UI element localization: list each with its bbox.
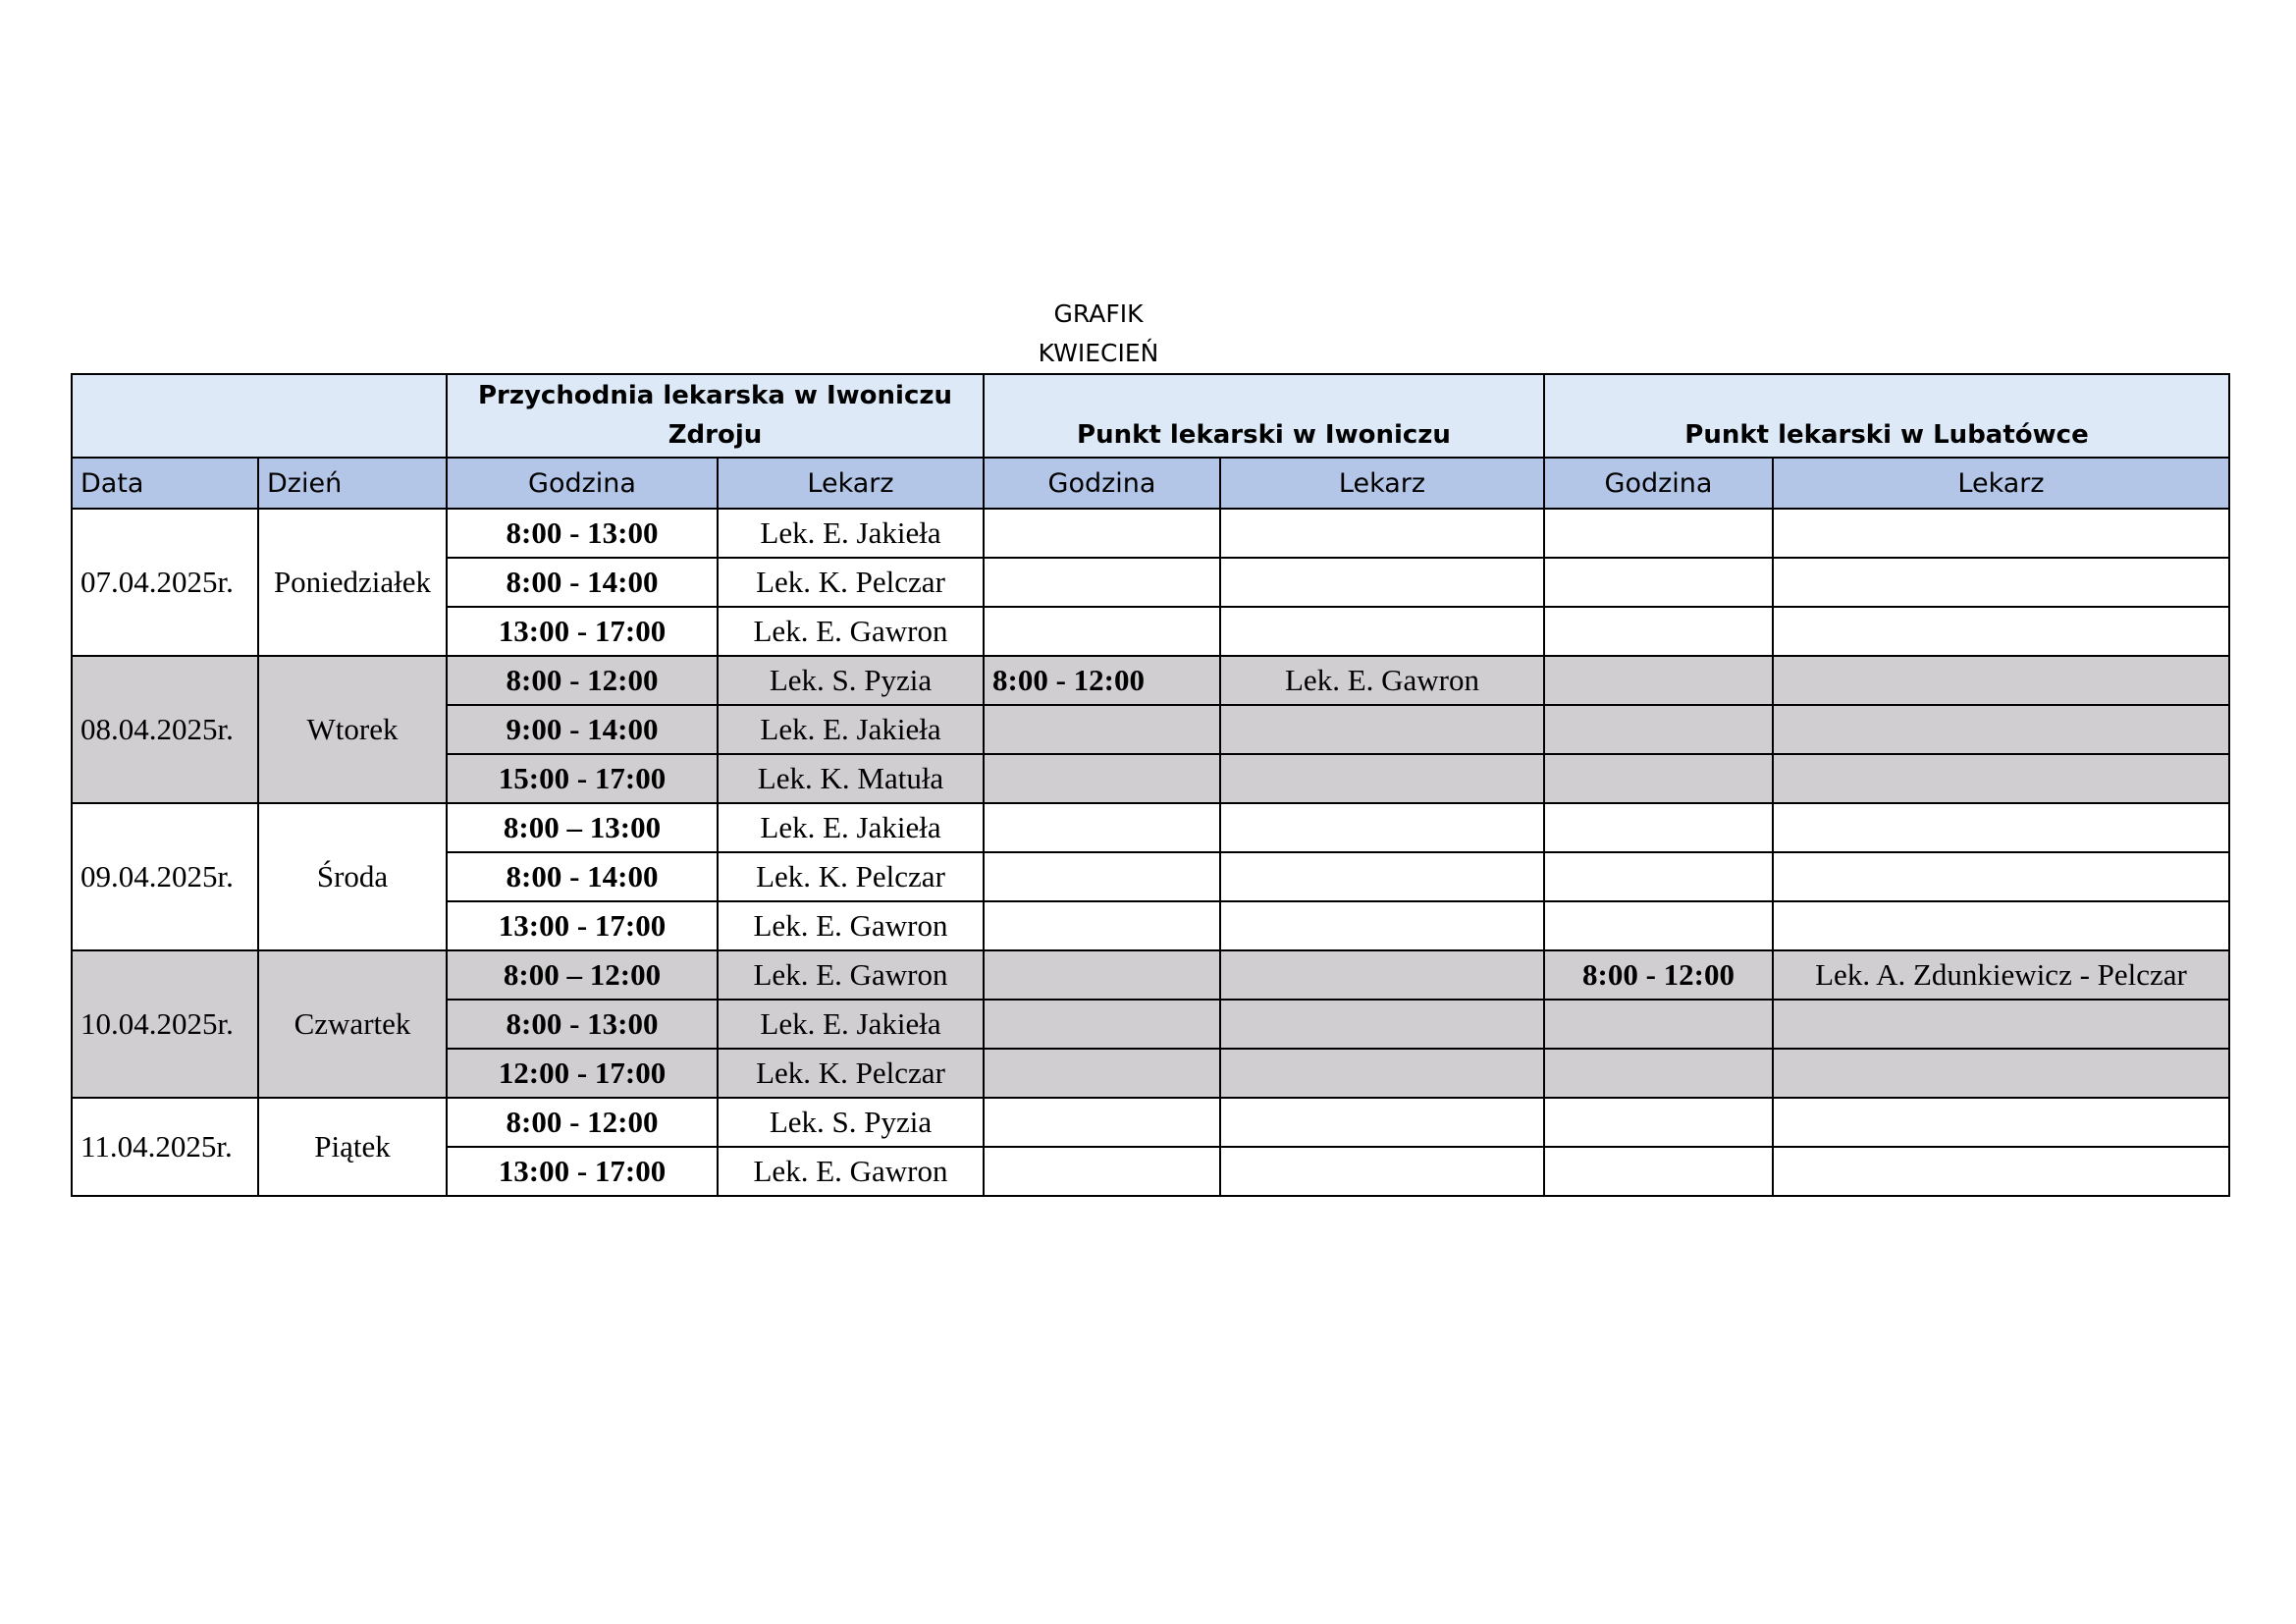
header-time-2: Godzina <box>984 458 1220 509</box>
header-doctor-3: Lekarz <box>1773 458 2229 509</box>
cell-doctor-punkt-lubatowka <box>1773 1098 2229 1147</box>
cell-doctor-punkt-lubatowka <box>1773 509 2229 558</box>
cell-time-przychodnia: 12:00 - 17:00 <box>447 1049 718 1098</box>
header-date: Data <box>72 458 258 509</box>
cell-doctor-przychodnia: Lek. E. Gawron <box>718 1147 984 1196</box>
cell-time-przychodnia: 13:00 - 17:00 <box>447 901 718 950</box>
cell-time-punkt-iwonicz <box>984 1098 1220 1147</box>
cell-doctor-punkt-lubatowka <box>1773 803 2229 852</box>
cell-time-punkt-lubatowka <box>1544 558 1773 607</box>
cell-doctor-punkt-lubatowka <box>1773 607 2229 656</box>
header-time-1: Godzina <box>447 458 718 509</box>
location-header-row <box>72 374 2229 458</box>
cell-doctor-punkt-iwonicz <box>1220 1049 1544 1098</box>
cell-doctor-przychodnia: Lek. E. Gawron <box>718 950 984 1000</box>
cell-doctor-przychodnia: Lek. S. Pyzia <box>718 656 984 705</box>
cell-doctor-punkt-iwonicz <box>1220 607 1544 656</box>
cell-doctor-punkt-iwonicz <box>1220 558 1544 607</box>
cell-time-przychodnia: 8:00 - 13:00 <box>447 509 718 558</box>
cell-doctor-przychodnia: Lek. S. Pyzia <box>718 1098 984 1147</box>
cell-time-przychodnia: 8:00 - 14:00 <box>447 558 718 607</box>
cell-time-przychodnia: 8:00 – 13:00 <box>447 803 718 852</box>
schedule-row <box>72 656 2229 705</box>
cell-time-punkt-iwonicz <box>984 509 1220 558</box>
cell-doctor-punkt-iwonicz <box>1220 1000 1544 1049</box>
cell-time-punkt-lubatowka: 8:00 - 12:00 <box>1544 950 1773 1000</box>
cell-doctor-przychodnia: Lek. E. Jakieła <box>718 803 984 852</box>
cell-day: Piątek <box>258 1098 447 1196</box>
cell-time-przychodnia: 9:00 - 14:00 <box>447 705 718 754</box>
cell-doctor-punkt-lubatowka <box>1773 1000 2229 1049</box>
cell-doctor-punkt-iwonicz: Lek. E. Gawron <box>1220 656 1544 705</box>
cell-doctor-przychodnia: Lek. E. Jakieła <box>718 705 984 754</box>
cell-doctor-przychodnia: Lek. E. Jakieła <box>718 1000 984 1049</box>
cell-doctor-punkt-iwonicz <box>1220 1147 1544 1196</box>
cell-doctor-punkt-iwonicz <box>1220 901 1544 950</box>
cell-time-punkt-lubatowka <box>1544 1147 1773 1196</box>
cell-doctor-punkt-lubatowka <box>1773 852 2229 901</box>
title-line-grafik: GRAFIK <box>1053 299 1144 328</box>
header-day: Dzień <box>258 458 447 509</box>
cell-time-punkt-lubatowka <box>1544 1000 1773 1049</box>
cell-doctor-punkt-lubatowka <box>1773 901 2229 950</box>
cell-time-punkt-lubatowka <box>1544 509 1773 558</box>
cell-time-przychodnia: 8:00 – 12:00 <box>447 950 718 1000</box>
header-time-3: Godzina <box>1544 458 1773 509</box>
cell-date: 10.04.2025r. <box>72 950 258 1098</box>
cell-doctor-przychodnia: Lek. K. Pelczar <box>718 558 984 607</box>
cell-time-punkt-iwonicz <box>984 1049 1220 1098</box>
header-doctor-2: Lekarz <box>1220 458 1544 509</box>
cell-time-punkt-iwonicz <box>984 607 1220 656</box>
cell-day: Wtorek <box>258 656 447 803</box>
cell-time-punkt-iwonicz <box>984 950 1220 1000</box>
column-header-row <box>72 458 2229 509</box>
cell-doctor-punkt-lubatowka <box>1773 1147 2229 1196</box>
cell-doctor-przychodnia: Lek. E. Jakieła <box>718 509 984 558</box>
cell-time-punkt-lubatowka <box>1544 901 1773 950</box>
cell-time-punkt-iwonicz <box>984 852 1220 901</box>
cell-doctor-punkt-iwonicz <box>1220 852 1544 901</box>
cell-date: 11.04.2025r. <box>72 1098 258 1196</box>
cell-time-przychodnia: 8:00 - 14:00 <box>447 852 718 901</box>
cell-day: Poniedziałek <box>258 509 447 656</box>
cell-time-punkt-iwonicz <box>984 803 1220 852</box>
cell-time-punkt-iwonicz <box>984 705 1220 754</box>
cell-time-punkt-lubatowka <box>1544 607 1773 656</box>
cell-time-punkt-iwonicz: 8:00 - 12:00 <box>984 656 1220 705</box>
cell-time-przychodnia: 13:00 - 17:00 <box>447 607 718 656</box>
cell-time-punkt-lubatowka <box>1544 1098 1773 1147</box>
cell-doctor-punkt-iwonicz <box>1220 1098 1544 1147</box>
cell-doctor-punkt-lubatowka <box>1773 1049 2229 1098</box>
cell-doctor-punkt-lubatowka: Lek. A. Zdunkiewicz - Pelczar <box>1773 950 2229 1000</box>
cell-time-przychodnia: 8:00 - 13:00 <box>447 1000 718 1049</box>
cell-day: Środa <box>258 803 447 950</box>
location-header-empty <box>72 374 447 458</box>
schedule-row <box>72 803 2229 852</box>
cell-time-punkt-lubatowka <box>1544 754 1773 803</box>
cell-time-punkt-lubatowka <box>1544 852 1773 901</box>
cell-date: 09.04.2025r. <box>72 803 258 950</box>
schedule-title <box>1030 295 1167 373</box>
cell-time-punkt-iwonicz <box>984 1147 1220 1196</box>
location-punkt-iwonicz: Punkt lekarski w Iwoniczu <box>984 374 1544 458</box>
cell-date: 07.04.2025r. <box>72 509 258 656</box>
cell-time-punkt-lubatowka <box>1544 803 1773 852</box>
cell-doctor-przychodnia: Lek. K. Pelczar <box>718 852 984 901</box>
schedule-table <box>71 373 2230 1197</box>
cell-doctor-przychodnia: Lek. E. Gawron <box>718 901 984 950</box>
cell-time-przychodnia: 15:00 - 17:00 <box>447 754 718 803</box>
cell-date: 08.04.2025r. <box>72 656 258 803</box>
schedule-row <box>72 509 2229 558</box>
schedule-row <box>72 950 2229 1000</box>
cell-doctor-punkt-iwonicz <box>1220 509 1544 558</box>
cell-doctor-punkt-iwonicz <box>1220 754 1544 803</box>
location-przychodnia-iwonicz-zdroj: Przychodnia lekarska w Iwoniczu Zdroju <box>447 374 984 458</box>
cell-day: Czwartek <box>258 950 447 1098</box>
cell-time-przychodnia: 13:00 - 17:00 <box>447 1147 718 1196</box>
cell-doctor-punkt-iwonicz <box>1220 803 1544 852</box>
cell-time-punkt-lubatowka <box>1544 1049 1773 1098</box>
cell-time-punkt-iwonicz <box>984 754 1220 803</box>
cell-time-przychodnia: 8:00 - 12:00 <box>447 656 718 705</box>
cell-doctor-punkt-lubatowka <box>1773 705 2229 754</box>
cell-doctor-przychodnia: Lek. K. Matuła <box>718 754 984 803</box>
cell-doctor-punkt-lubatowka <box>1773 656 2229 705</box>
cell-doctor-przychodnia: Lek. E. Gawron <box>718 607 984 656</box>
schedule-row <box>72 1098 2229 1147</box>
cell-doctor-punkt-iwonicz <box>1220 950 1544 1000</box>
location-punkt-lubatowka: Punkt lekarski w Lubatówce <box>1544 374 2229 458</box>
cell-doctor-punkt-lubatowka <box>1773 558 2229 607</box>
cell-time-punkt-iwonicz <box>984 1000 1220 1049</box>
cell-time-przychodnia: 8:00 - 12:00 <box>447 1098 718 1147</box>
cell-time-punkt-lubatowka <box>1544 705 1773 754</box>
cell-doctor-przychodnia: Lek. K. Pelczar <box>718 1049 984 1098</box>
cell-doctor-punkt-lubatowka <box>1773 754 2229 803</box>
cell-time-punkt-iwonicz <box>984 558 1220 607</box>
cell-time-punkt-lubatowka <box>1544 656 1773 705</box>
title-line-month: KWIECIEŃ <box>1038 339 1159 367</box>
cell-doctor-punkt-iwonicz <box>1220 705 1544 754</box>
header-doctor-1: Lekarz <box>718 458 984 509</box>
cell-time-punkt-iwonicz <box>984 901 1220 950</box>
